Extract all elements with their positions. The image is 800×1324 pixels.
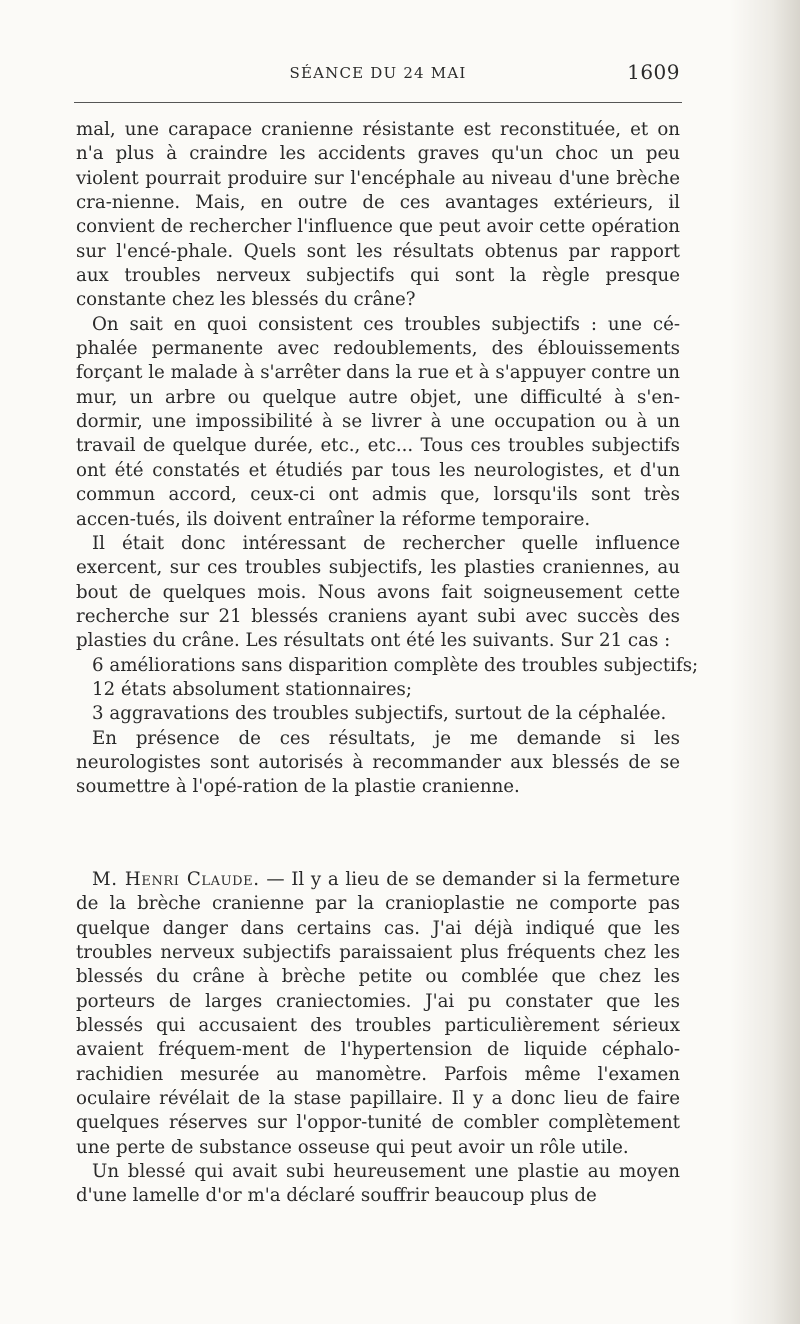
running-header (74, 60, 682, 90)
paragraph-continuation: mal, une carapace cranienne résistante est reconstituée, et on n'a plus à craindre les accidents graves qu'un choc un peu violent pourrait produire sur l'encéphale au niveau d'une brèche cra-nienne. Mais, en outre de ces avantages extérieurs, il convient de rechercher l'influence que peut avoir cette opération sur l'encé-phale. Quels sont les résultats obtenus par rapport aux troubles nerveux subjectifs qui sont la règle presque constante chez les blessés du crâne? (76, 119, 680, 311)
claude-remarks-text: — Il y a lieu de se demander si la fermeture de la brèche cranienne par la cranioplastie ne comporte pas quelque danger dans certains cas. J'ai déjà indiqué que les troubles nerveux subjectifs paraissaient plus fréquents chez les blessés du crâne à brèche petite ou comblée que chez les porteurs de larges craniectomies. J'ai pu constater que les blessés qui accusaient des troubles particulièrement sérieux avaient fréquem-ment de l'hypertension de liquide céphalo-rachidien mesurée au manomètre. Parfois même l'examen oculaire révélait de la stase papillaire. Il y a donc lieu de faire quelques réserves sur l'oppor-tunité de combler complètement une perte de substance osseuse qui peut avoir un rôle utile. (76, 869, 680, 1158)
paragraph-conclusion: En présence de ces résultats, je me demande si les neurologistes sont autorisés à recommander aux blessés de se soumettre à l'opé-ration de la plastie cranienne. (76, 727, 680, 798)
paragraph-claude-intervention (76, 868, 680, 1160)
result-stationnaires: 12 états absolument stationnaires; (92, 678, 412, 700)
page-edge-shadow (730, 0, 800, 1324)
paragraph-research: Il était donc intéressant de rechercher quelle influence exercent, sur ces troubles subjectifs, les plasties craniennes, au bout de quelques mois. Nous avons fait soigneusement cette recherche sur 21 blessés craniens ayant subi avec succès des plasties du crâne. Les résultats ont été les suivants. Sur 21 cas : (76, 532, 680, 652)
paragraph-gold-lamella-case: Un blessé qui avait subi heureusement une plastie au moyen d'une lamelle d'or m'a déclaré souffrir beaucoup plus de (76, 1161, 680, 1207)
section-claude-remarks (76, 868, 680, 1209)
speaker-name: M. Henri Claude. (92, 869, 260, 890)
result-ameliorations: 6 améliorations sans disparition complète des troubles subjectifs; (92, 654, 699, 676)
header-title: SÉANCE DU 24 MAI (289, 64, 467, 82)
paragraph-subjective-troubles: On sait en quoi consistent ces troubles subjectifs : une cé-phalée permanente avec redoublements, des éblouissements forçant le malade à s'arrêter dans la rue et à s'appuyer contre un mur, un arbre ou quelque autre objet, une difficulté à s'en-dormir, une impossibilité à se livrer à une occupation ou à un travail de quelque durée, etc., etc... Tous ces troubles subjectifs ont été constatés et étudiés par tous les neurologistes, et d'un commun accord, ceux-ci ont admis que, lorsqu'ils sont très accen-tués, ils doivent entraîner la réforme temporaire. (76, 313, 680, 530)
page-number: 1609 (627, 60, 680, 84)
result-aggravations: 3 aggravations des troubles subjectifs, surtout de la céphalée. (92, 703, 667, 725)
header-rule (74, 102, 682, 103)
section-plastie-results (76, 118, 699, 800)
